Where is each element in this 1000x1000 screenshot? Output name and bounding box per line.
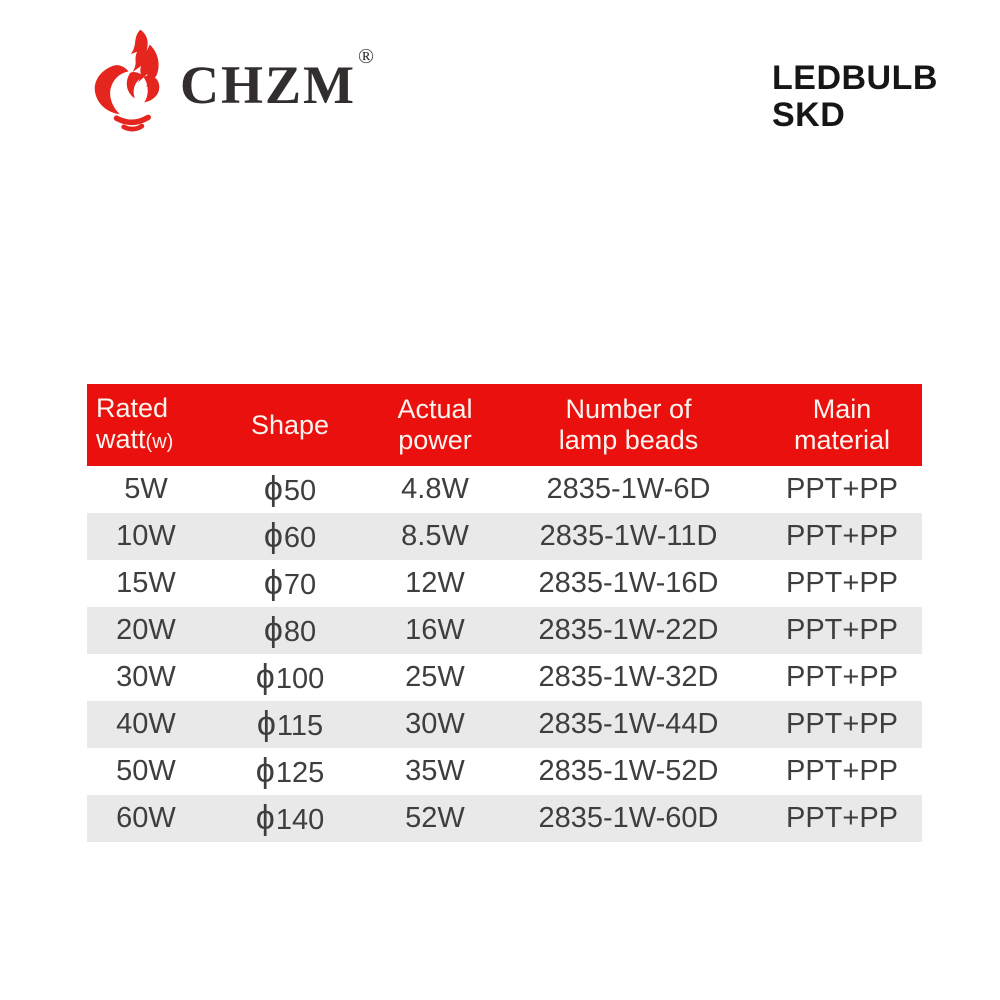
diameter-symbol: ϕ xyxy=(263,469,283,508)
table-row xyxy=(87,795,922,842)
cell-material: PPT+PP xyxy=(785,708,899,740)
cell-actual-power: 8.5W xyxy=(401,520,469,552)
diameter-symbol: ϕ xyxy=(255,798,275,837)
cell-lamp-beads: 2835-1W-16D xyxy=(538,567,719,599)
table-row xyxy=(87,701,922,748)
cell-lamp-beads: 2835-1W-52D xyxy=(538,755,719,787)
brand-logo xyxy=(88,28,372,134)
header-rated-watt: Rated watt(w) xyxy=(87,384,205,466)
cell-material: PPT+PP xyxy=(785,802,899,834)
cell-material: PPT+PP xyxy=(785,661,899,693)
cell-shape: ϕ100 xyxy=(255,657,325,696)
diameter-symbol: ϕ xyxy=(255,751,275,790)
cell-actual-power: 25W xyxy=(405,661,465,693)
cell-shape: ϕ140 xyxy=(255,798,325,837)
cell-rated-watt: 50W xyxy=(116,755,176,787)
cell-lamp-beads: 2835-1W-44D xyxy=(538,708,719,740)
cell-actual-power: 30W xyxy=(405,708,465,740)
cell-rated-watt: 15W xyxy=(116,567,176,599)
brand-name-text: CHZM xyxy=(180,55,356,115)
table-row xyxy=(87,607,922,654)
cell-lamp-beads: 2835-1W-6D xyxy=(546,473,711,505)
cell-lamp-beads: 2835-1W-60D xyxy=(538,802,719,834)
diameter-symbol: ϕ xyxy=(263,610,283,649)
product-label-line2: SKD xyxy=(772,96,846,134)
table-header-row xyxy=(87,384,922,466)
diameter-symbol: ϕ xyxy=(263,516,283,555)
table-row xyxy=(87,513,922,560)
header-lamp-beads: Number of lamp beads xyxy=(495,384,762,466)
cell-actual-power: 12W xyxy=(405,567,465,599)
cell-material: PPT+PP xyxy=(785,614,899,646)
cell-rated-watt: 5W xyxy=(124,473,168,505)
cell-shape: ϕ125 xyxy=(255,751,325,790)
flame-bulb-icon xyxy=(88,28,172,134)
cell-shape: ϕ50 xyxy=(263,469,317,508)
cell-actual-power: 4.8W xyxy=(401,473,469,505)
cell-lamp-beads: 2835-1W-11D xyxy=(539,520,718,552)
spec-table xyxy=(87,384,922,842)
cell-material: PPT+PP xyxy=(785,520,899,552)
cell-shape: ϕ115 xyxy=(256,704,324,743)
header-material: Main material xyxy=(762,384,922,466)
diameter-symbol: ϕ xyxy=(256,704,276,743)
cell-rated-watt: 30W xyxy=(116,661,176,693)
cell-rated-watt: 10W xyxy=(116,520,176,552)
cell-lamp-beads: 2835-1W-22D xyxy=(538,614,719,646)
cell-rated-watt: 20W xyxy=(116,614,176,646)
product-label xyxy=(772,60,938,134)
cell-material: PPT+PP xyxy=(785,473,899,505)
table-row xyxy=(87,466,922,513)
cell-rated-watt: 40W xyxy=(116,708,176,740)
brand-name xyxy=(180,44,374,115)
cell-actual-power: 52W xyxy=(405,802,465,834)
cell-material: PPT+PP xyxy=(785,567,899,599)
header-actual-power: Actual power xyxy=(375,384,495,466)
diameter-symbol: ϕ xyxy=(255,657,275,696)
cell-rated-watt: 60W xyxy=(116,802,176,834)
cell-shape: ϕ60 xyxy=(263,516,317,555)
cell-shape: ϕ80 xyxy=(263,610,317,649)
header-shape: Shape xyxy=(205,384,375,466)
cell-material: PPT+PP xyxy=(785,755,899,787)
table-row xyxy=(87,560,922,607)
diameter-symbol: ϕ xyxy=(263,563,283,602)
registered-trademark: ® xyxy=(358,44,374,68)
cell-shape: ϕ70 xyxy=(263,563,317,602)
cell-lamp-beads: 2835-1W-32D xyxy=(538,661,719,693)
cell-actual-power: 16W xyxy=(405,614,465,646)
product-label-line1: LEDBULB xyxy=(772,59,938,97)
table-row xyxy=(87,654,922,701)
cell-actual-power: 35W xyxy=(405,755,465,787)
table-row xyxy=(87,748,922,795)
